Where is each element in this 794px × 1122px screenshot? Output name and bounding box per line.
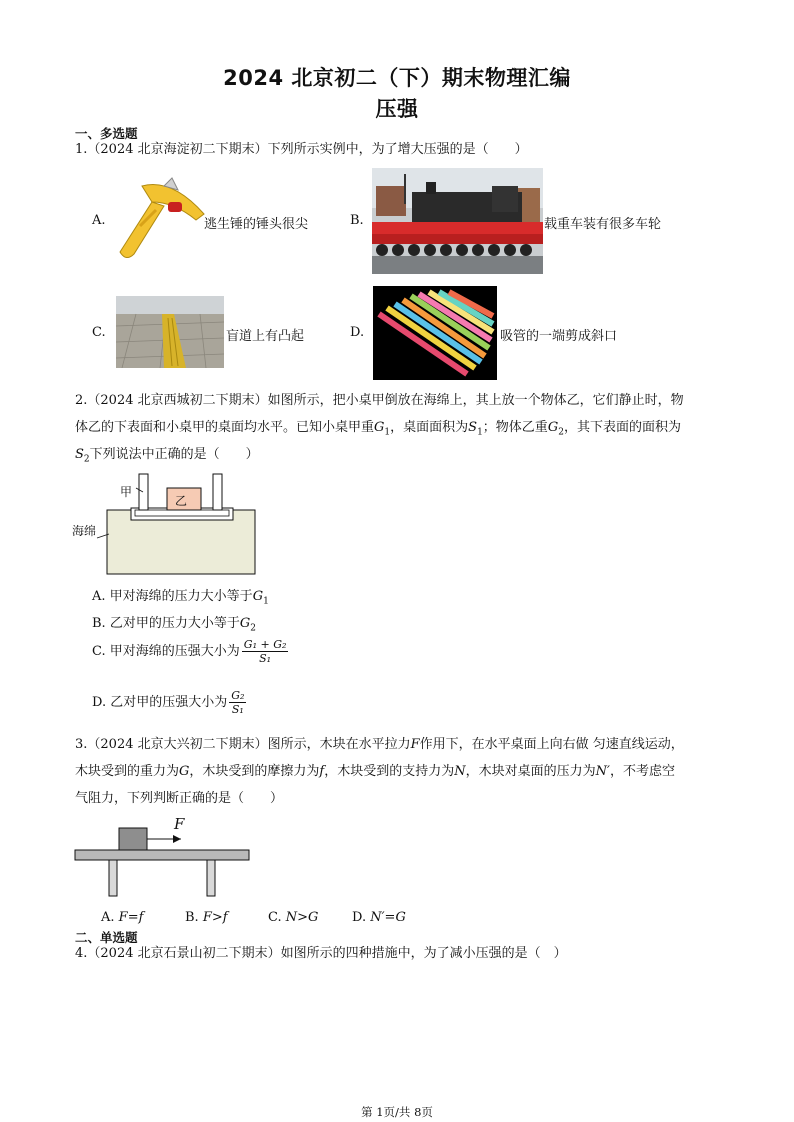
question-2-line-1: 2.（2024 北京西城初二下期末）如图所示，把小桌甲倒放在海绵上，其上放一个物体乙，它们静止时，物 bbox=[75, 393, 684, 408]
q3-option-a: A. F=f bbox=[101, 910, 144, 925]
q1-option-c-text: 盲道上有凸起 bbox=[226, 329, 305, 344]
tactile-paving-image bbox=[116, 296, 224, 368]
q1-option-b-letter: B. bbox=[350, 213, 364, 228]
figure-label-sponge: 海绵 bbox=[72, 524, 97, 538]
q1-option-d-text: 吸管的一端剪成斜口 bbox=[500, 329, 618, 344]
question-4-stem: 4.（2024 北京石景山初二下期末）如图所示的四种措施中，为了减小压强的是（ ） bbox=[75, 946, 567, 961]
block-on-table-figure bbox=[73, 812, 253, 900]
q3-option-b: B. F>f bbox=[185, 910, 228, 925]
q2-option-d: D. 乙对甲的压强大小为 $\frac{\text{G₂}}{\text{S₁}}$ bbox=[92, 689, 245, 716]
fraction-d: $\frac{\text{G₂}}{\text{S₁}}$ bbox=[231, 689, 245, 716]
question-3-line-3: 气阻力，下列判断正确的是（ ） bbox=[75, 791, 284, 806]
q2-option-c: C. 甲对海绵的压强大小为 $\frac{\text{G₁ + G₂}}{\text{S₁}}$ bbox=[92, 638, 287, 665]
q1-option-b-text: 载重车装有很多车轮 bbox=[544, 217, 662, 232]
q3-option-d: D. N′=G bbox=[352, 910, 406, 925]
q1-option-c-letter: C. bbox=[92, 325, 106, 340]
q2-option-b: B. 乙对甲的压力大小等于$G_2$ bbox=[92, 616, 256, 634]
q2-option-a: A. 甲对海绵的压力大小等于$G_1$ bbox=[92, 589, 269, 607]
escape-hammer-image bbox=[112, 176, 208, 264]
fraction-c: $\frac{\text{G₁ + G₂}}{\text{S₁}}$ bbox=[243, 638, 287, 665]
q1-option-a-letter: A. bbox=[92, 213, 106, 228]
figure-label-yi: 乙 bbox=[175, 494, 188, 508]
q1-option-d-letter: D. bbox=[350, 325, 365, 340]
question-3-line-1: 3.（2024 北京大兴初二下期末）图所示，木块在水平拉力F作用下，在水平桌面上向右做 匀速直线运动， bbox=[75, 737, 684, 752]
question-1-stem: 1.（2024 北京海淀初二下期末）下列所示实例中，为了增大压强的是（ ） bbox=[75, 142, 528, 157]
question-2-line-2: 体乙的下表面和小桌甲的桌面均水平。已知小桌甲重$G_1$，桌面面积为$S_1$；物体乙重$G_2$，其下表面的面积为 bbox=[75, 420, 681, 438]
q3-option-c: C. N>G bbox=[268, 910, 319, 925]
figure-label-jia: 甲 bbox=[120, 485, 133, 499]
figure-force-label: F bbox=[174, 815, 185, 833]
sponge-table-figure bbox=[73, 470, 263, 578]
straws-image bbox=[373, 286, 497, 380]
q1-option-a-text: 逃生锤的锤头很尖 bbox=[204, 217, 309, 232]
page-footer: 第 1页/共 8页 bbox=[361, 1105, 433, 1119]
section-heading-multi-choice: 一、多选题 bbox=[75, 126, 138, 141]
question-3-line-2: 木块受到的重力为G，木块受到的摩擦力为f，木块受到的支持力为N，木块对桌面的压力为N′，不考虑空 bbox=[75, 764, 675, 779]
heavy-truck-image bbox=[372, 168, 543, 274]
page-title: 2024 北京初二（下）期末物理汇编 bbox=[223, 66, 571, 90]
section-heading-single-choice: 二、单选题 bbox=[75, 930, 138, 945]
page-subtitle: 压强 bbox=[375, 97, 419, 121]
question-2-line-3: $S_2$下列说法中正确的是（ ） bbox=[75, 447, 259, 465]
